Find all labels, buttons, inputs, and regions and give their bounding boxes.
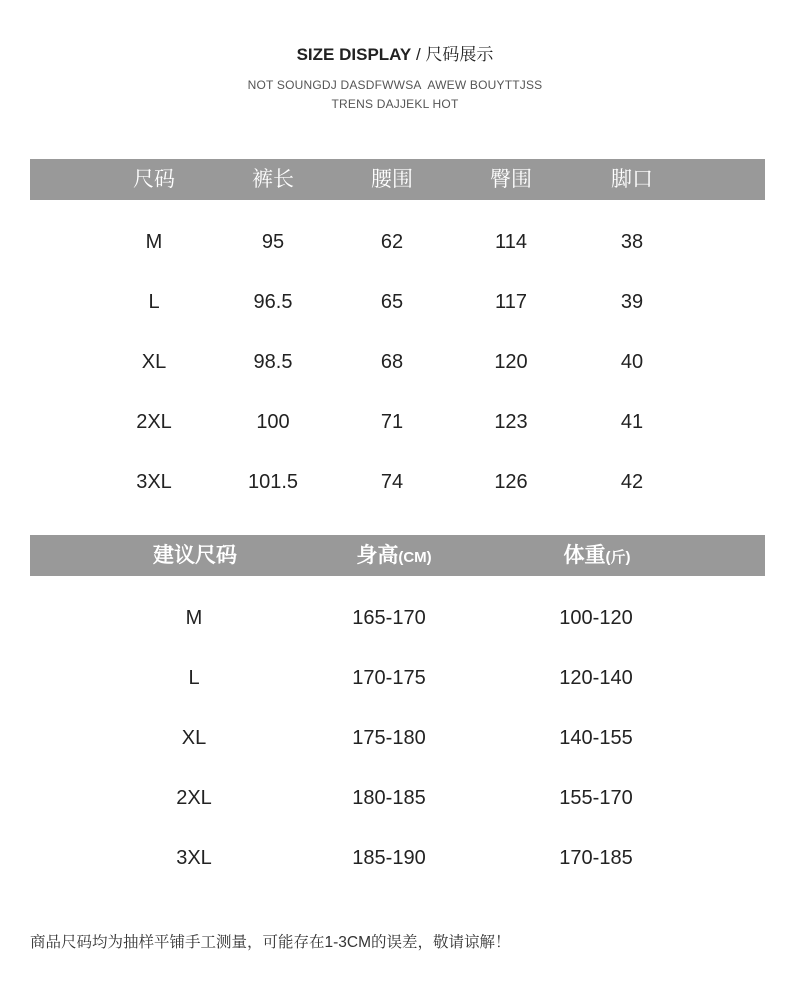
header-weight: [564, 535, 631, 578]
title-separator: /: [411, 45, 426, 64]
header-waist: 腰围: [371, 168, 413, 191]
cell-size: XL: [181, 727, 207, 749]
cell-size: L: [148, 291, 160, 313]
cell-hip: 126: [494, 471, 528, 493]
title-chinese: 尺码展示: [425, 45, 494, 64]
table-row: [30, 648, 765, 708]
header-height-unit: (CM): [398, 549, 432, 566]
cell-waist: 65: [380, 291, 404, 313]
header-pants-length: 裤长: [252, 168, 294, 191]
size-table: [30, 159, 765, 512]
size-table-header: [30, 159, 765, 200]
cell-size: 3XL: [176, 847, 212, 869]
table-row: [30, 452, 765, 512]
subtitle: [0, 76, 790, 114]
cell-height: 175-180: [352, 727, 426, 749]
cell-leg-opening: 40: [620, 351, 644, 373]
table-row: [30, 272, 765, 332]
cell-weight: 100-120: [559, 607, 633, 629]
cell-waist: 74: [380, 471, 404, 493]
cell-hip: 114: [495, 231, 527, 253]
cell-height: 170-175: [352, 667, 426, 689]
header-recommended-size: [153, 535, 237, 576]
cell-hip: 123: [494, 411, 528, 433]
cell-size: 3XL: [136, 471, 172, 493]
header-leg-opening: 脚口: [611, 168, 653, 191]
cell-hip: 117: [495, 291, 527, 313]
cell-size: XL: [141, 351, 167, 373]
cell-leg-opening: 41: [620, 411, 644, 433]
recommend-table-header: [30, 535, 765, 576]
cell-size: 2XL: [176, 787, 212, 809]
cell-weight: 140-155: [559, 727, 633, 749]
header-hip: 臀围: [490, 168, 532, 191]
cell-height: 165-170: [352, 607, 426, 629]
cell-weight: 120-140: [559, 667, 633, 689]
cell-height: 185-190: [352, 847, 426, 869]
header-recommended-size-label: 建议尺码: [153, 544, 237, 567]
header-weight-unit: (斤): [605, 549, 631, 566]
cell-pants-length: 96.5: [253, 291, 293, 313]
cell-leg-opening: 42: [620, 471, 644, 493]
table-row: [30, 392, 765, 452]
cell-height: 180-185: [352, 787, 426, 809]
table-row: [30, 332, 765, 392]
table-row: [30, 768, 765, 828]
cell-leg-opening: 38: [620, 231, 644, 253]
cell-pants-length: 101.5: [247, 471, 299, 493]
table-row: [30, 708, 765, 768]
header-size: 尺码: [133, 168, 175, 191]
recommend-table: [30, 535, 765, 888]
header-height: [356, 535, 431, 578]
subtitle-line-1: NOT SOUNGDJ DASDFWWSA AWEW BOUYTTJSS: [247, 78, 543, 92]
cell-size: M: [185, 607, 203, 629]
subtitle-line-2: TRENS DAJJEKL HOT: [331, 97, 459, 111]
cell-leg-opening: 39: [620, 291, 644, 313]
cell-size: M: [145, 231, 163, 253]
table-row: [30, 212, 765, 272]
cell-pants-length: 98.5: [253, 351, 293, 373]
table-row: [30, 588, 765, 648]
header-weight-label: 体重: [563, 544, 606, 567]
title-english: SIZE DISPLAY: [296, 45, 412, 64]
table-row: [30, 828, 765, 888]
cell-size: L: [188, 667, 200, 689]
cell-pants-length: 95: [261, 231, 285, 253]
cell-waist: 68: [380, 351, 404, 373]
measurement-footnote: 商品尺码均为抽样平铺手工测量，可能存在1-3CM的误差，敬请谅解！: [30, 934, 511, 951]
cell-weight: 155-170: [559, 787, 633, 809]
cell-size: 2XL: [136, 411, 172, 433]
cell-waist: 71: [380, 411, 404, 433]
header-height-label: 身高: [356, 544, 399, 567]
cell-pants-length: 100: [256, 411, 290, 433]
cell-weight: 170-185: [559, 847, 633, 869]
cell-hip: 120: [494, 351, 528, 373]
page-title: [0, 40, 790, 65]
cell-waist: 62: [380, 231, 404, 253]
